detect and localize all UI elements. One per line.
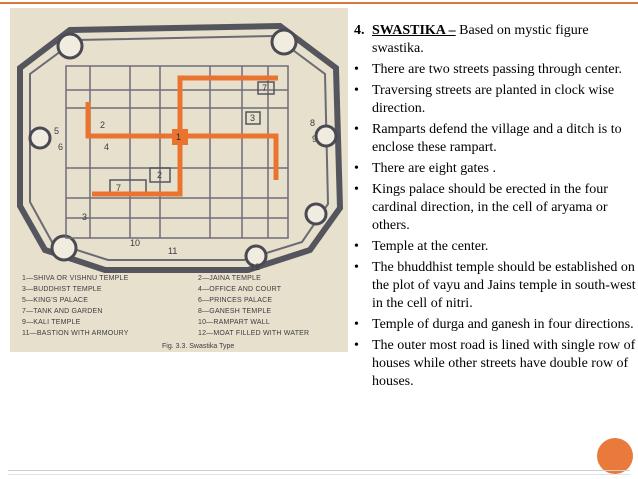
bullet-item	[354, 181, 636, 235]
top-accent-line	[0, 2, 638, 4]
legend-8: 8—GANESH TEMPLE	[198, 308, 272, 315]
bastion	[306, 204, 326, 224]
description-panel	[354, 22, 636, 391]
bullet-dot: •	[354, 182, 359, 197]
plot-number-12: 12	[250, 262, 261, 272]
swastika-plan-svg	[10, 8, 348, 352]
bullet-item	[354, 259, 636, 313]
bullet-text: Temple at the center.	[372, 239, 489, 254]
bastion	[52, 236, 76, 260]
plot-number-5: 5	[54, 126, 60, 136]
plot-number-11: 11	[168, 246, 178, 256]
bastion	[30, 128, 50, 148]
legend-12: 12—MOAT FILLED WITH WATER	[198, 330, 310, 337]
plot-number-2b: 2	[100, 120, 106, 130]
bullet-text: There are two streets passing through center.	[372, 62, 622, 77]
bottom-rule	[8, 470, 630, 471]
plot-number-7b: 7	[262, 83, 268, 93]
bullet-dot: •	[354, 122, 359, 137]
bullet-item	[354, 121, 636, 157]
plot-number-3: 3	[250, 113, 256, 123]
plot-number-8: 8	[310, 118, 316, 128]
bullet-dot: •	[354, 83, 359, 98]
bottom-rule-secondary	[8, 474, 630, 475]
legend-1: 1—SHIVA OR VISHNU TEMPLE	[22, 275, 129, 282]
plot-number-3b: 3	[82, 212, 88, 222]
plot-number-1: 1	[176, 132, 182, 142]
bullet-item	[354, 160, 636, 178]
bullet-text: The bhuddhist temple should be established on the plot of vayu and Jains temple in south-west in the cell of nitri.	[372, 260, 636, 311]
section-title-cont: swastika.	[372, 41, 424, 56]
bullet-dot: •	[354, 260, 359, 275]
legend-6: 6—PRINCES PALACE	[198, 297, 273, 304]
plot-number-4: 4	[104, 142, 110, 152]
legend-11: 11—BASTION WITH ARMOURY	[22, 330, 129, 337]
plot-number-6: 6	[58, 142, 64, 152]
bullet-item	[354, 61, 636, 79]
bullet-text: The outer most road is lined with single row of houses while other streets have double row of houses.	[372, 338, 636, 389]
bullet-dot: •	[354, 62, 359, 77]
bastion	[316, 126, 336, 146]
bastion	[58, 34, 82, 58]
bullet-item	[354, 82, 636, 118]
bullet-text: Temple of durga and ganesh in four directions.	[372, 317, 634, 332]
bullet-dot: •	[354, 317, 359, 332]
section-title-desc: Based on mystic figure	[455, 23, 589, 38]
decorative-circle	[597, 438, 633, 474]
legend-2: 2—JAINA TEMPLE	[198, 275, 261, 282]
bullet-item	[354, 337, 636, 391]
bastion	[272, 30, 296, 54]
plot-number-7: 7	[116, 183, 122, 193]
legend-5: 5—KING'S PALACE	[22, 297, 89, 304]
legend-3: 3—BUDDHIST TEMPLE	[22, 286, 102, 293]
swastika-plan-figure	[10, 8, 348, 352]
section-number: 4.	[354, 23, 365, 38]
plot-number-9: 9	[312, 134, 318, 144]
plot-number-10: 10	[130, 238, 141, 248]
bullet-item	[354, 316, 636, 334]
section-title: SWASTIKA –	[372, 23, 456, 38]
legend-4: 4—OFFICE AND COURT	[198, 286, 282, 293]
bullet-text: Ramparts defend the village and a ditch is to enclose these rampart.	[372, 122, 622, 155]
bullet-item	[354, 238, 636, 256]
bullet-text: Kings palace should be erected in the four cardinal direction, in the cell of aryama or others.	[372, 182, 608, 233]
figure-caption: Fig. 3.3. Swastika Type	[162, 343, 235, 350]
section-heading	[354, 22, 636, 40]
legend-9: 9—KALI TEMPLE	[22, 319, 81, 326]
bullet-text: Traversing streets are planted in clock wise direction.	[372, 83, 615, 116]
bullet-dot: •	[354, 239, 359, 254]
bullet-dot: •	[354, 338, 359, 353]
legend-10: 10—RAMPART WALL	[198, 319, 270, 326]
plot-number-2: 2	[157, 170, 163, 180]
bullet-dot: •	[354, 161, 359, 176]
legend-7: 7—TANK AND GARDEN	[22, 308, 103, 315]
bullet-text: There are eight gates .	[372, 161, 496, 176]
